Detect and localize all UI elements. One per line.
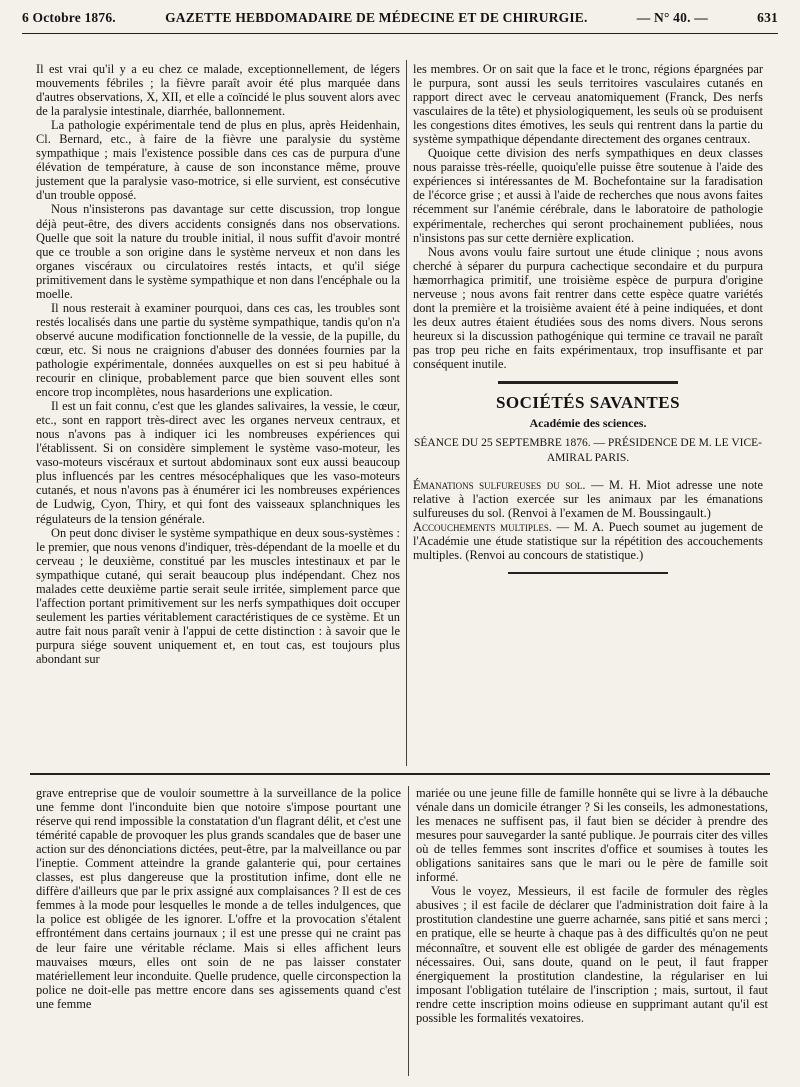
column-bottom-left <box>36 786 401 1011</box>
paragraph: Nous n'insisterons pas davantage sur cette discussion, trop longue déjà peut-être, des divers accidents consignés dans nos observations. Quelle que soit la nature du trouble initial, il nous suffit d'avoir montré que ce trouble a son origine dans le système nerveux et non dans les organes viscéraux ou circulatoires restés intacts, et qu'il siége primitivement dans le système sympathique et non dans l'encéphale ou la moelle. <box>36 202 400 301</box>
paragraph: On peut donc diviser le système sympathique en deux sous-systèmes : le premier, que nous venons d'indiquer, très-dépendant de la moelle et du cerveau ; le deuxième, constitué par les muscles intestinaux et par le sympathique cutané, qui serait beaucoup plus indépendant. Chez nos malades cette deuxième partie serait seule irritée, simplement parce que l'affection portant primitivement sur les nerfs sympathiques doit occuper seulement les parties véritablement caractéristiques de ce système. Et un autre fait nous paraît venir à l'appui de cette distinction : à savoir que le purpura siége souvent uniquement et, en tout cas, est toujours plus abondant sur <box>36 525 400 666</box>
section-separator <box>498 381 678 384</box>
header-date: 6 Octobre 1876. <box>22 10 116 25</box>
page-horizontal-rule <box>30 773 770 775</box>
column-top-right <box>413 62 763 586</box>
paragraph: les membres. Or on sait que la face et le tronc, régions épargnées par le purpura, sont aussi les seuls territoires vasculaires cutanés en rapport direct avec le cerveau anatomiquement (Franck, Des nerfs vasculaires de la tête) et physiologiquement, les seuls où se produisent les congestions dites émotives, les seuls qui rentrent dans la partie du système sympathique dépendante directement des organes centraux. <box>413 62 763 147</box>
academy-item-puech <box>413 520 763 562</box>
paragraph: Quoique cette division des nerfs sympathiques en deux classes nous paraisse très-réelle, quoiqu'elle puisse être soutenue à l'aide des expériences si intéressantes de M. Bochefontaine sur la faradisation de l'écorce grise ; et aussi à l'aide de recherches que nous avons faites récemment sur l'anémie cérébrale, dans le laboratoire de pathologie expérimentale, recherches qui seront prochainement publiées, nous n'insistons pas sur cette dernière explication. <box>413 146 763 245</box>
paragraph: Il nous resterait à examiner pourquoi, dans ces cas, les troubles sont restés localisés dans une partie du système sympathique, tandis qu'on n'a observé aucune modification fonctionnelle de la vessie, de la pupille, du cœur, etc. Si nous ne craignions d'abuser des données fournies par la pathologie expérimentale, données auxquelles on est si peu habitué à recourir en clinique, probablement parce que bien souvent elles sont encore trop incomplètes, nous hasarderions une explication. <box>36 300 400 400</box>
column-divider <box>406 60 407 766</box>
paragraph: Il est un fait connu, c'est que les glandes salivaires, la vessie, le cœur, etc., sont en rapport très-direct avec les organes nerveux centraux, et nous n'avons pas à indiquer ici les nombreuses expériences qui l'établissent. Si on considère simplement le système vaso-moteur, les vaso-moteurs viscéraux et surtout abdominaux sont eux aussi beaucoup plus influencés par les centres mésocéphaliques que les vaso-moteurs cutanés, et nous n'avons pas à énumérer ici les nombreuses expériences de Ludwig, Cyon, Thiry, et qui font des vaisseaux splanchniques les régulateurs de la tension générale. <box>36 399 400 526</box>
paragraph: La pathologie expérimentale tend de plus en plus, après Heidenhain, Cl. Bernard, etc., à faire de la fièvre une paralysie du système sympathique ; mais l'existence possible dans ces cas de purpura d'une élévation de température, à cause de son inconstance même, prouve justement que la paralysie vaso-motrice, si elle survient, est consécutive d'un trouble opposé. <box>36 118 400 203</box>
header-page-number: 631 <box>757 10 778 25</box>
seance-heading: SÉANCE DU 25 SEPTEMBRE 1876. — PRÉSIDENCE DE M. LE VICE-AMIRAL PARIS. <box>414 437 762 465</box>
header-rule <box>22 33 778 34</box>
item-text: soumet au jugement de l'Académie une étude statistique sur la répétition des accouchements multiples. (Renvoi au concours de statistique.) <box>413 520 763 563</box>
paragraph: Il est vrai qu'il y a eu chez ce malade, exceptionnellement, de légers mouvements fébriles ; la fièvre paraît avoir été plus marquée dans d'autres observations, X, XII, et elle a coïncidé le plus souvent alors avec de la paralysie intestinale, diarrhée, ballonnement. <box>36 62 400 119</box>
column-bottom-right <box>416 786 768 1025</box>
paragraph: mariée ou une jeune fille de famille honnête qui se livre à la débauche vénale dans un domicile étranger ? Si les conseils, les admonestations, les menaces ne suffisent pas, il faut bien se décider à prendre des mesures pour sauvegarder la santé publique. Je pourrais citer des villes où de telles femmes sont inscrites d'office et soumises à toutes les obligations sanitaires sans que le mari ou le père de famille soit informé. <box>416 786 768 885</box>
item-author: — M. H. Miot <box>591 478 671 493</box>
paragraph: grave entreprise que de vouloir soumettre à la surveillance de la police une femme dont l'inconduite bien que notoire s'impose pourtant une réserve qui rend impossible la constatation d'un flagrant délit, et c'est une témérité capable de provoquer les plus grands scandales que de baser une action sur des dénonciations dictées, peut-être, par la malveillance ou par l'ineptie. Comment atteindre la grande galanterie qui, pour certaines classes, est plus dangereuse que la prostitution infime, dont elle ne diffère d'ailleurs que par le prix assigné aux complaisances ? Il est de ces femmes à la mode pour lesquelles le monde a de telles indulgences, que la police est obligée de les ignorer. L'offre et la provocation s'étalent effrontément dans certains journaux ; il est une presse qui ne craint pas de leur faire une véritable réclame. Mais si elles affichent leurs mauvaises mœurs, elles ont soin de ne pas laisser constater matériellement leur inconduite. Quelle prudence, quelle circonspection la police ne doit-elle pas mettre encore dans ses agissements quand c'est une femme <box>36 786 401 1011</box>
academy-item-miot <box>413 478 763 520</box>
section-subtitle: Académie des sciences. <box>529 416 647 431</box>
item-text: adresse une note relative à l'action exercée sur les animaux par les émanations sulfureuses du sol. (Renvoi à l'examen de M. Boussingault.) <box>413 478 763 521</box>
page-header <box>22 4 778 32</box>
header-journal-title: GAZETTE HEBDOMADAIRE DE MÉDECINE ET DE CHIRURGIE. <box>165 10 588 25</box>
header-issue-number: — N° 40. — <box>636 10 708 25</box>
column-top-left <box>36 62 400 666</box>
item-heading: Accouchements multiples. <box>413 520 552 535</box>
section-separator-end <box>508 572 668 574</box>
item-author: — M. A. Puech <box>556 520 639 535</box>
column-divider-bottom <box>408 786 409 1076</box>
paragraph: Nous avons voulu faire surtout une étude clinique ; nous avons cherché à séparer du purpura cachectique secondaire et du purpura hæmorrhagica primitif, une troisième espèce de purpura d'origine nerveuse ; nous avons fait rentrer dans cette espèce quatre variétés dont la première et la troisième avaient été à peine indiquées, et dont les deux autres étaient étudiées sous des noms divers. Nous serons heureux si la discussion pathogénique qui termine ce travail ne paraît pas trop peu riche en faits expérimentaux, trop insuffisante et par conséquent inutile. <box>413 244 763 371</box>
section-title: SOCIÉTÉS SAVANTES <box>495 393 681 413</box>
paragraph: Vous le voyez, Messieurs, il est facile de formuler des règles abusives ; il est facile de déclarer que l'administration doit faire à la prostitution clandestine une guerre acharnée, sans pitié et sans merci ; en pratique, elle se heurte à chaque pas à des difficultés qu'on ne peut méconnaître, et souvent elle est obligée de garder des ménagements nécessaires. Oui, sans doute, quand on le peut, il faut frapper énergiquement la prostitution clandestine, la régulariser en lui imposant l'obligation tutélaire de l'inscription ; mais, surtout, il faut rendre cette inscription moins odieuse en supprimant autant qu'il est possible les formalités vexatoires. <box>416 884 768 1025</box>
item-heading: Émanations sulfureuses du sol. <box>413 478 586 493</box>
